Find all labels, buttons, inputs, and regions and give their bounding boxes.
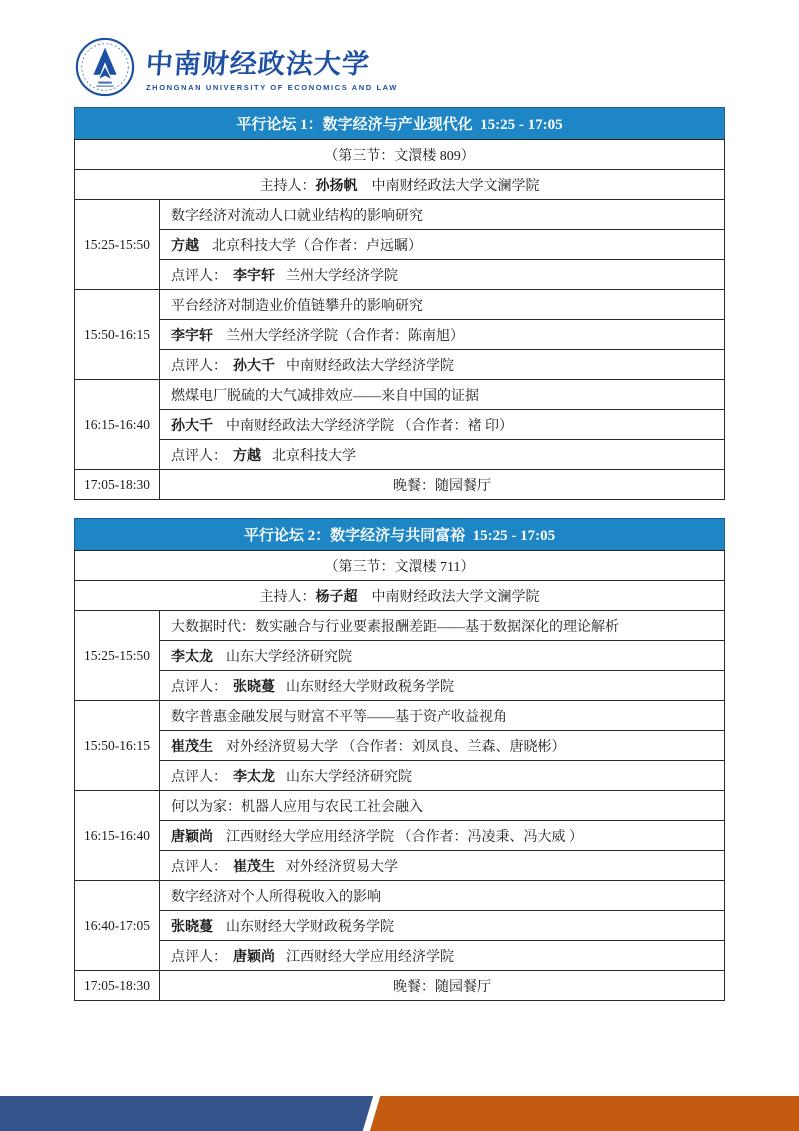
- forum-1-host-row: [75, 170, 725, 200]
- presenter-name: 崔茂生: [171, 739, 213, 755]
- commenter-prefix: 点评人：: [171, 448, 227, 464]
- forum-2-table: [74, 518, 725, 1001]
- university-seal-icon: [74, 36, 136, 98]
- commenter-name: 李宇轩: [233, 268, 275, 284]
- session-row: [75, 440, 725, 470]
- session-presenter: [160, 641, 725, 671]
- forum-2-title: 平行论坛 2：数字经济与共同富裕 15:25 - 17:05: [75, 519, 725, 551]
- dinner-text: 晚餐：随园餐厅: [160, 470, 725, 500]
- session-row: [75, 200, 725, 230]
- dinner-time: 17:05-18:30: [75, 971, 160, 1001]
- presenter-affiliation: 兰州大学经济学院（合作者：陈南旭）: [226, 328, 464, 344]
- forum-2-host-row: [75, 581, 725, 611]
- commenter-name: 孙大千: [233, 358, 275, 374]
- forum-2-host: [75, 581, 725, 611]
- dinner-row: [75, 470, 725, 500]
- session-row: [75, 941, 725, 971]
- session-time: 15:50-16:15: [75, 701, 160, 791]
- presenter-affiliation: 江西财经大学应用经济学院 （合作者：冯凌秉、冯大威 ）: [226, 829, 583, 845]
- presenter-name: 张晓蔓: [171, 919, 213, 935]
- session-presenter: [160, 911, 725, 941]
- commenter-prefix: 点评人：: [171, 679, 227, 695]
- commenter-prefix: 点评人：: [171, 268, 227, 284]
- session-row: [75, 290, 725, 320]
- university-brand: [146, 42, 398, 92]
- session-commenter: [160, 941, 725, 971]
- host-affiliation: 中南财经政法大学文澜学院: [371, 589, 540, 605]
- commenter-name: 唐颖尚: [233, 949, 275, 965]
- university-name-en: ZHONGNAN UNIVERSITY OF ECONOMICS AND LAW: [146, 83, 398, 92]
- commenter-affiliation: 中南财经政法大学经济学院: [286, 358, 454, 374]
- session-paper: 数字经济对个人所得税收入的影响: [160, 881, 725, 911]
- commenter-prefix: 点评人：: [171, 769, 227, 785]
- commenter-name: 方越: [233, 448, 261, 464]
- presenter-name: 李太龙: [171, 649, 213, 665]
- session-row: [75, 320, 725, 350]
- session-time: 16:15-16:40: [75, 791, 160, 881]
- session-commenter: [160, 671, 725, 701]
- commenter-name: 崔茂生: [233, 859, 275, 875]
- presenter-name: 方越: [171, 238, 199, 254]
- session-row: [75, 350, 725, 380]
- session-presenter: [160, 731, 725, 761]
- session-commenter: [160, 440, 725, 470]
- session-paper: 何以为家：机器人应用与农民工社会融入: [160, 791, 725, 821]
- letterhead: [74, 34, 398, 100]
- session-time: 15:50-16:15: [75, 290, 160, 380]
- forum-2-location-row: [75, 551, 725, 581]
- session-commenter: [160, 350, 725, 380]
- presenter-name: 李宇轩: [171, 328, 213, 344]
- session-row: [75, 410, 725, 440]
- session-row: [75, 911, 725, 941]
- commenter-name: 张晓蔓: [233, 679, 275, 695]
- commenter-prefix: 点评人：: [171, 358, 227, 374]
- session-paper: 大数据时代：数实融合与行业要素报酬差距——基于数据深化的理论解析: [160, 611, 725, 641]
- commenter-affiliation: 山东大学经济研究院: [286, 769, 412, 785]
- session-row: [75, 380, 725, 410]
- forum-2-location: （第三节：文澴楼 711）: [75, 551, 725, 581]
- presenter-affiliation: 山东大学经济研究院: [226, 649, 352, 665]
- commenter-prefix: 点评人：: [171, 949, 227, 965]
- commenter-prefix: 点评人：: [171, 859, 227, 875]
- dinner-text: 晚餐：随园餐厅: [160, 971, 725, 1001]
- session-row: [75, 731, 725, 761]
- forum-1-title: 平行论坛 1：数字经济与产业现代化 15:25 - 17:05: [75, 108, 725, 140]
- session-paper: 数字经济对流动人口就业结构的影响研究: [160, 200, 725, 230]
- forum-1-table: [74, 107, 725, 500]
- forum-1-location-row: [75, 140, 725, 170]
- presenter-name: 孙大千: [171, 418, 213, 434]
- session-row: [75, 851, 725, 881]
- presenter-affiliation: 山东财经大学财政税务学院: [226, 919, 394, 935]
- forum-1-location: （第三节：文澴楼 809）: [75, 140, 725, 170]
- presenter-affiliation: 中南财经政法大学经济学院 （合作者：褚 印）: [226, 418, 513, 434]
- presenter-affiliation: 北京科技大学（合作者：卢远瞩）: [212, 238, 422, 254]
- commenter-affiliation: 北京科技大学: [272, 448, 356, 464]
- commenter-affiliation: 对外经济贸易大学: [286, 859, 398, 875]
- session-row: [75, 611, 725, 641]
- host-name: 杨子超: [315, 589, 358, 605]
- footer-decoration: [0, 1096, 799, 1131]
- session-presenter: [160, 821, 725, 851]
- session-time: 16:40-17:05: [75, 881, 160, 971]
- session-paper: 平台经济对制造业价值链攀升的影响研究: [160, 290, 725, 320]
- session-commenter: [160, 761, 725, 791]
- university-name-cn: 中南财经政法大学: [144, 49, 371, 79]
- session-time: 16:15-16:40: [75, 380, 160, 470]
- host-affiliation: 中南财经政法大学文澜学院: [371, 178, 540, 194]
- forum-1-host: [75, 170, 725, 200]
- commenter-affiliation: 江西财经大学应用经济学院: [286, 949, 454, 965]
- session-row: [75, 821, 725, 851]
- session-presenter: [160, 230, 725, 260]
- session-row: [75, 881, 725, 911]
- forum-2-header-row: [75, 519, 725, 551]
- session-row: [75, 701, 725, 731]
- session-paper: 燃煤电厂脱硫的大气减排效应——来自中国的证据: [160, 380, 725, 410]
- presenter-affiliation: 对外经济贸易大学 （合作者：刘凤良、兰森、唐晓彬）: [226, 739, 566, 755]
- dinner-row: [75, 971, 725, 1001]
- session-row: [75, 260, 725, 290]
- session-paper: 数字普惠金融发展与财富不平等——基于资产收益视角: [160, 701, 725, 731]
- dinner-time: 17:05-18:30: [75, 470, 160, 500]
- host-name: 孙扬帆: [315, 178, 358, 194]
- commenter-name: 李太龙: [233, 769, 275, 785]
- host-prefix: 主持人：: [259, 178, 316, 194]
- session-row: [75, 791, 725, 821]
- session-commenter: [160, 851, 725, 881]
- session-presenter: [160, 410, 725, 440]
- commenter-affiliation: 山东财经大学财政税务学院: [286, 679, 454, 695]
- session-presenter: [160, 320, 725, 350]
- presenter-name: 唐颖尚: [171, 829, 213, 845]
- session-time: 15:25-15:50: [75, 611, 160, 701]
- commenter-affiliation: 兰州大学经济学院: [286, 268, 398, 284]
- session-row: [75, 671, 725, 701]
- session-row: [75, 761, 725, 791]
- session-row: [75, 230, 725, 260]
- host-prefix: 主持人：: [259, 589, 316, 605]
- forum-1-header-row: [75, 108, 725, 140]
- session-commenter: [160, 260, 725, 290]
- session-row: [75, 641, 725, 671]
- session-time: 15:25-15:50: [75, 200, 160, 290]
